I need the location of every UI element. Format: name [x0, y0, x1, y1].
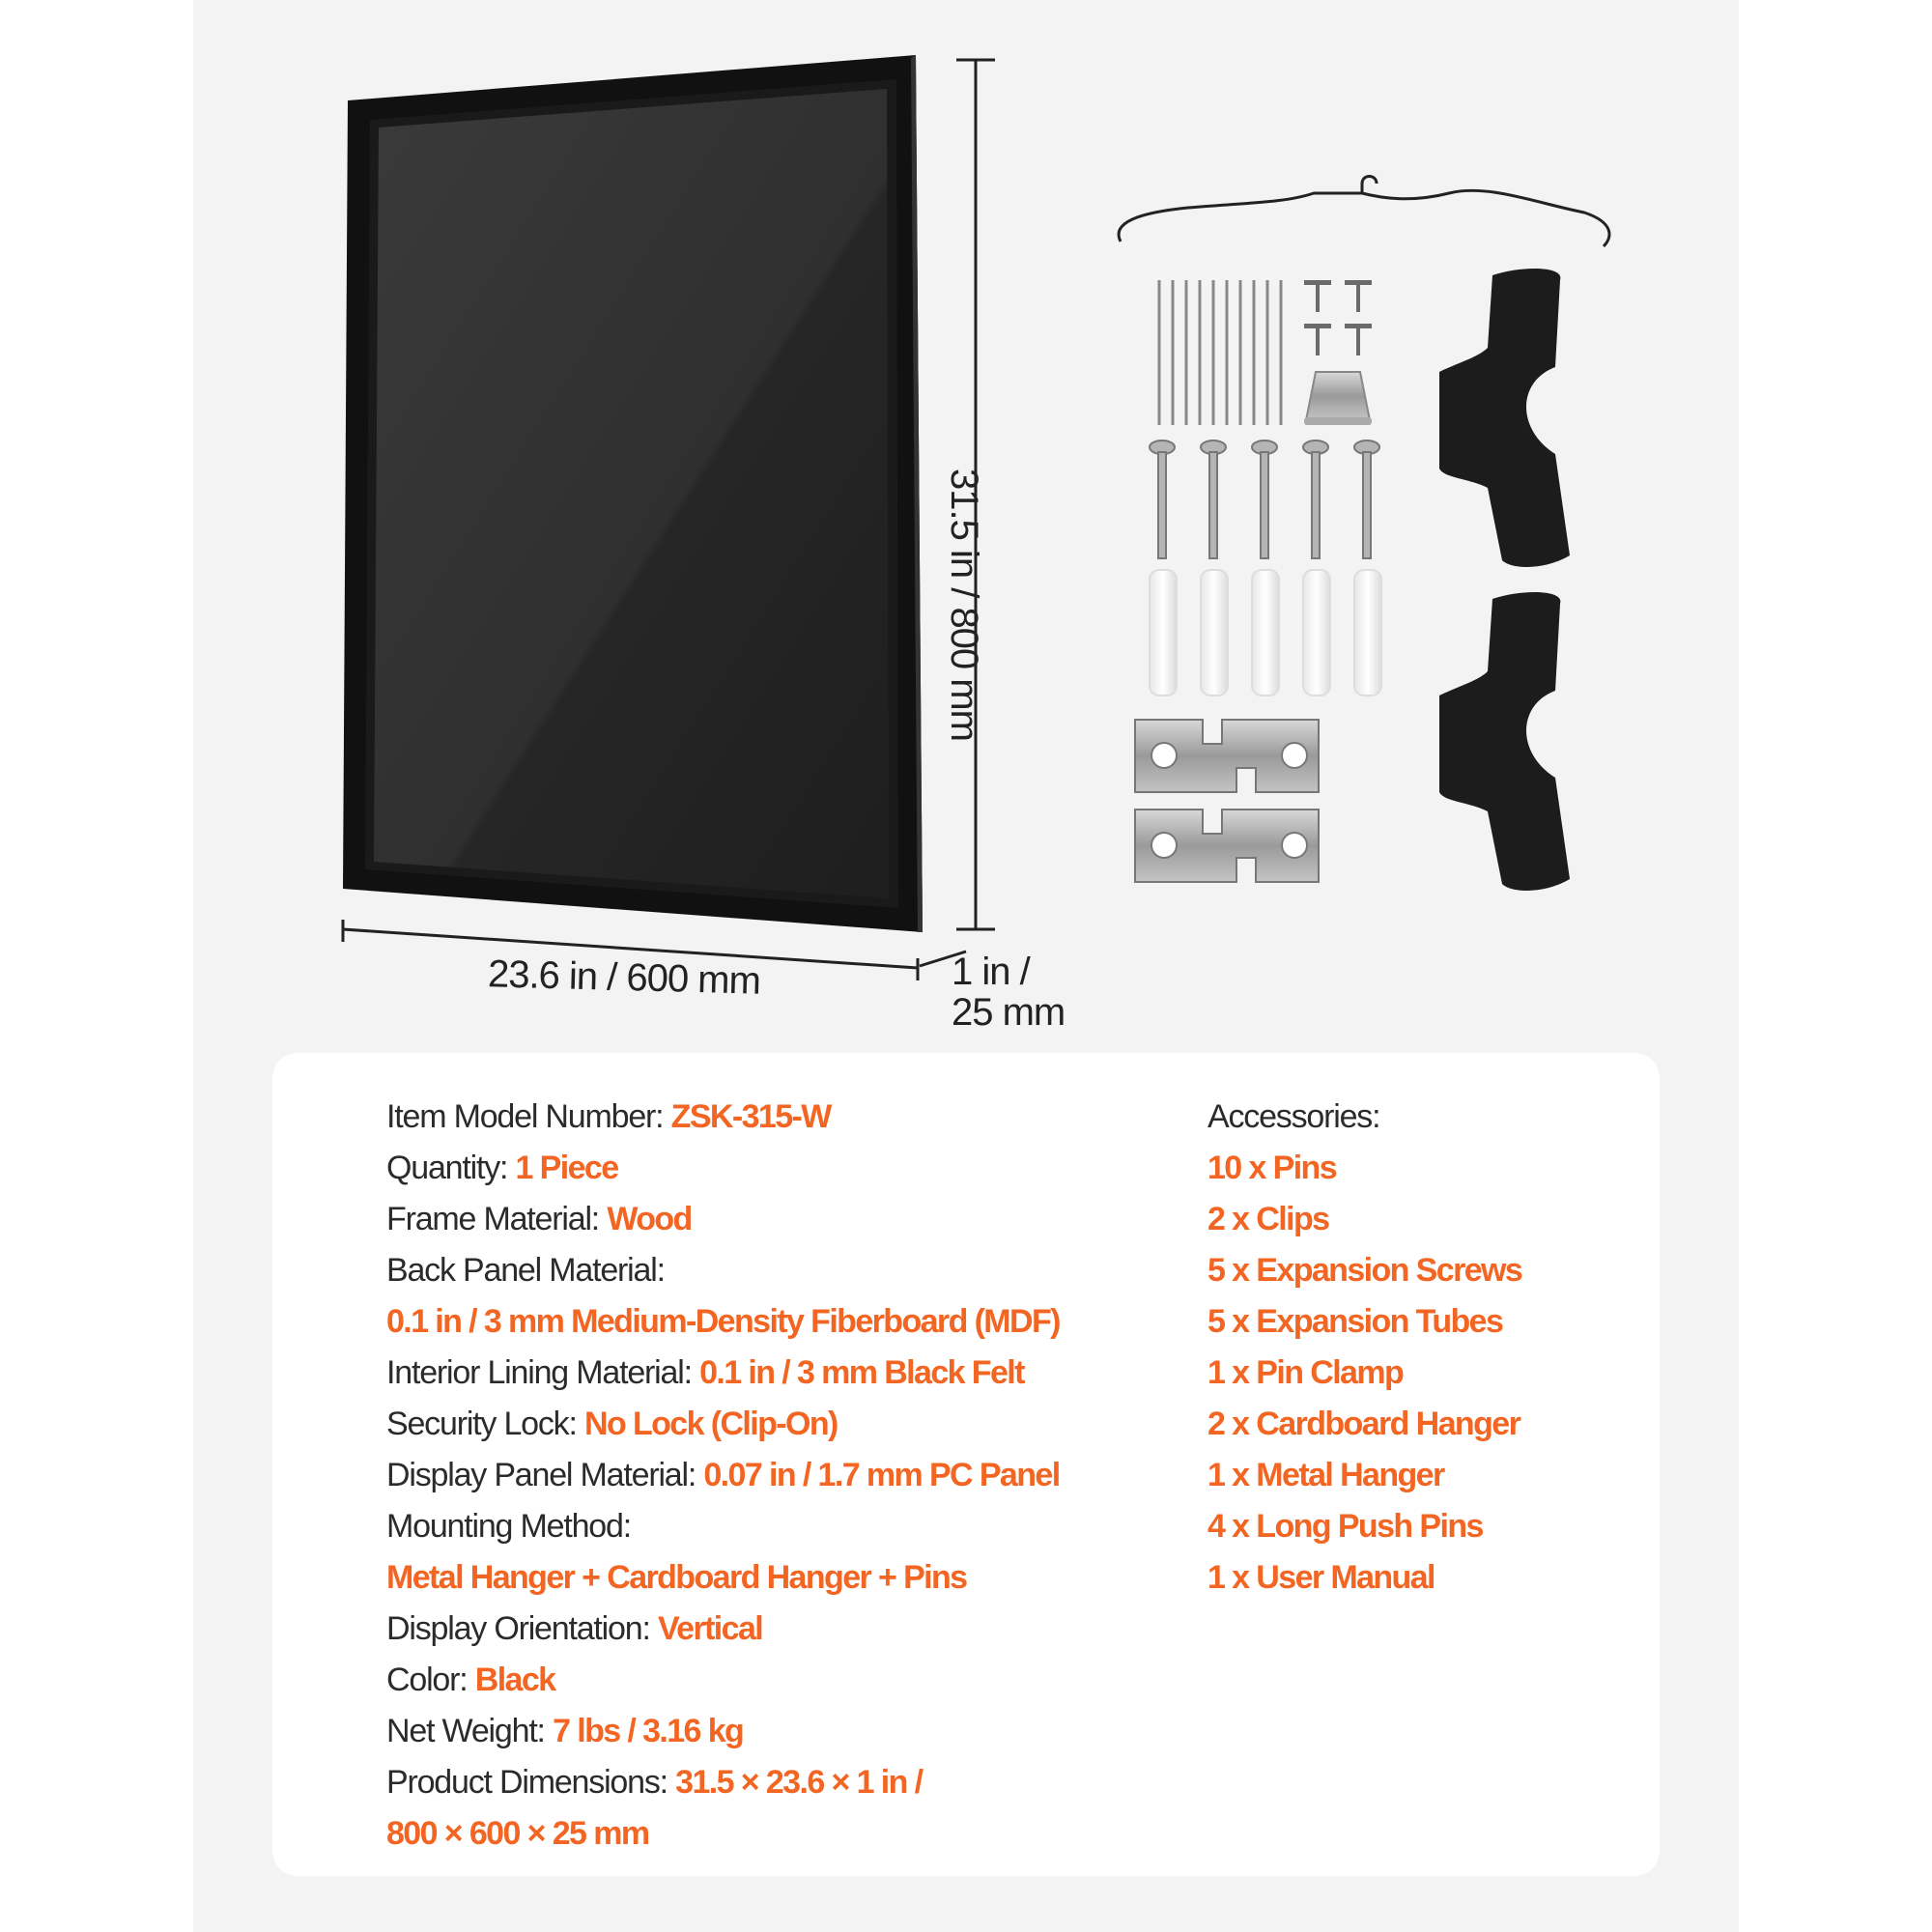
- spec-quantity: [386, 1143, 1159, 1194]
- depth-line-1: 1 in /: [952, 951, 1030, 993]
- cardboard-hangers-icon: [1439, 269, 1570, 891]
- pins-icon: [1159, 280, 1281, 425]
- pin-clamp-icon: [1304, 372, 1372, 425]
- spec-label: Mounting Method:: [386, 1508, 631, 1545]
- spec-value: 800 × 600 × 25 mm: [386, 1815, 649, 1852]
- spec-display-panel: [386, 1450, 1159, 1501]
- height-dimension-label: 31.5 in / 800 mm: [943, 469, 985, 741]
- picture-frame: [343, 55, 923, 932]
- spec-color: [386, 1655, 1159, 1706]
- spec-value: 0.1 in / 3 mm Medium-Density Fiberboard (MDF): [386, 1303, 1060, 1340]
- depth-dimension-label: [952, 952, 1065, 1033]
- spec-back-panel-value: [386, 1296, 1159, 1348]
- spec-value: 31.5 × 23.6 × 1 in /: [675, 1764, 923, 1801]
- accessory-item: 2 x Cardboard Hanger: [1208, 1406, 1520, 1442]
- spec-label: Frame Material:: [386, 1201, 600, 1237]
- accessory-item: 5 x Expansion Screws: [1208, 1252, 1522, 1289]
- spec-label: Product Dimensions:: [386, 1764, 668, 1801]
- specifications-card: [272, 1053, 1660, 1876]
- long-push-pins-icon: [1304, 280, 1372, 355]
- spec-value: 0.07 in / 1.7 mm PC Panel: [703, 1457, 1060, 1493]
- spec-label: Item Model Number:: [386, 1098, 664, 1135]
- spec-mounting: [386, 1501, 1159, 1552]
- expansion-tubes-icon: [1150, 570, 1381, 696]
- spec-product-dimensions-metric: [386, 1808, 1159, 1860]
- accessory-item: 2 x Clips: [1208, 1201, 1329, 1237]
- spec-label: Display Panel Material:: [386, 1457, 696, 1493]
- expansion-screws-icon: [1150, 440, 1379, 558]
- spec-weight: [386, 1706, 1159, 1757]
- accessory-item: 4 x Long Push Pins: [1208, 1508, 1483, 1545]
- depth-line-2: 25 mm: [952, 991, 1065, 1034]
- specifications-list: [386, 1092, 1159, 1860]
- spec-orientation: [386, 1604, 1159, 1655]
- spec-value: ZSK-315-W: [670, 1098, 831, 1135]
- accessory-item: 5 x Expansion Tubes: [1208, 1303, 1503, 1340]
- spec-value: 1 Piece: [515, 1150, 618, 1186]
- spec-value: Wood: [607, 1201, 692, 1237]
- spec-interior-lining: [386, 1348, 1159, 1399]
- spec-value: Vertical: [657, 1610, 763, 1647]
- spec-label: Display Orientation:: [386, 1610, 650, 1647]
- accessory-item: 10 x Pins: [1208, 1150, 1337, 1186]
- spec-label: Color:: [386, 1662, 468, 1698]
- spec-value: No Lock (Clip-On): [583, 1406, 838, 1442]
- spec-label: Interior Lining Material:: [386, 1354, 692, 1391]
- spec-label: Back Panel Material:: [386, 1252, 665, 1289]
- width-dimension-label: 23.6 in / 600 mm: [487, 952, 761, 1003]
- spec-model: [386, 1092, 1159, 1143]
- spec-security-lock: [386, 1399, 1159, 1450]
- accessory-item: 1 x User Manual: [1208, 1559, 1435, 1596]
- spec-label: Security Lock:: [386, 1406, 577, 1442]
- spec-label: Quantity:: [386, 1150, 508, 1186]
- spec-frame-material: [386, 1194, 1159, 1245]
- spec-product-dimensions: [386, 1757, 1159, 1808]
- accessory-item: 1 x Metal Hanger: [1208, 1457, 1444, 1493]
- spec-value: Black: [474, 1662, 555, 1698]
- spec-mounting-value: [386, 1552, 1159, 1604]
- spec-value: 0.1 in / 3 mm Black Felt: [699, 1354, 1024, 1391]
- accessories-list: [1208, 1092, 1613, 1604]
- spec-label: Net Weight:: [386, 1713, 545, 1749]
- clips-icon: [1135, 720, 1319, 882]
- spec-value: 7 lbs / 3.16 kg: [553, 1713, 744, 1749]
- spec-back-panel: [386, 1245, 1159, 1296]
- accessories-heading: Accessories:: [1208, 1098, 1380, 1135]
- accessory-item: 1 x Pin Clamp: [1208, 1354, 1404, 1391]
- metal-hanger-icon: [1119, 177, 1609, 247]
- spec-value: Metal Hanger + Cardboard Hanger + Pins: [386, 1559, 967, 1596]
